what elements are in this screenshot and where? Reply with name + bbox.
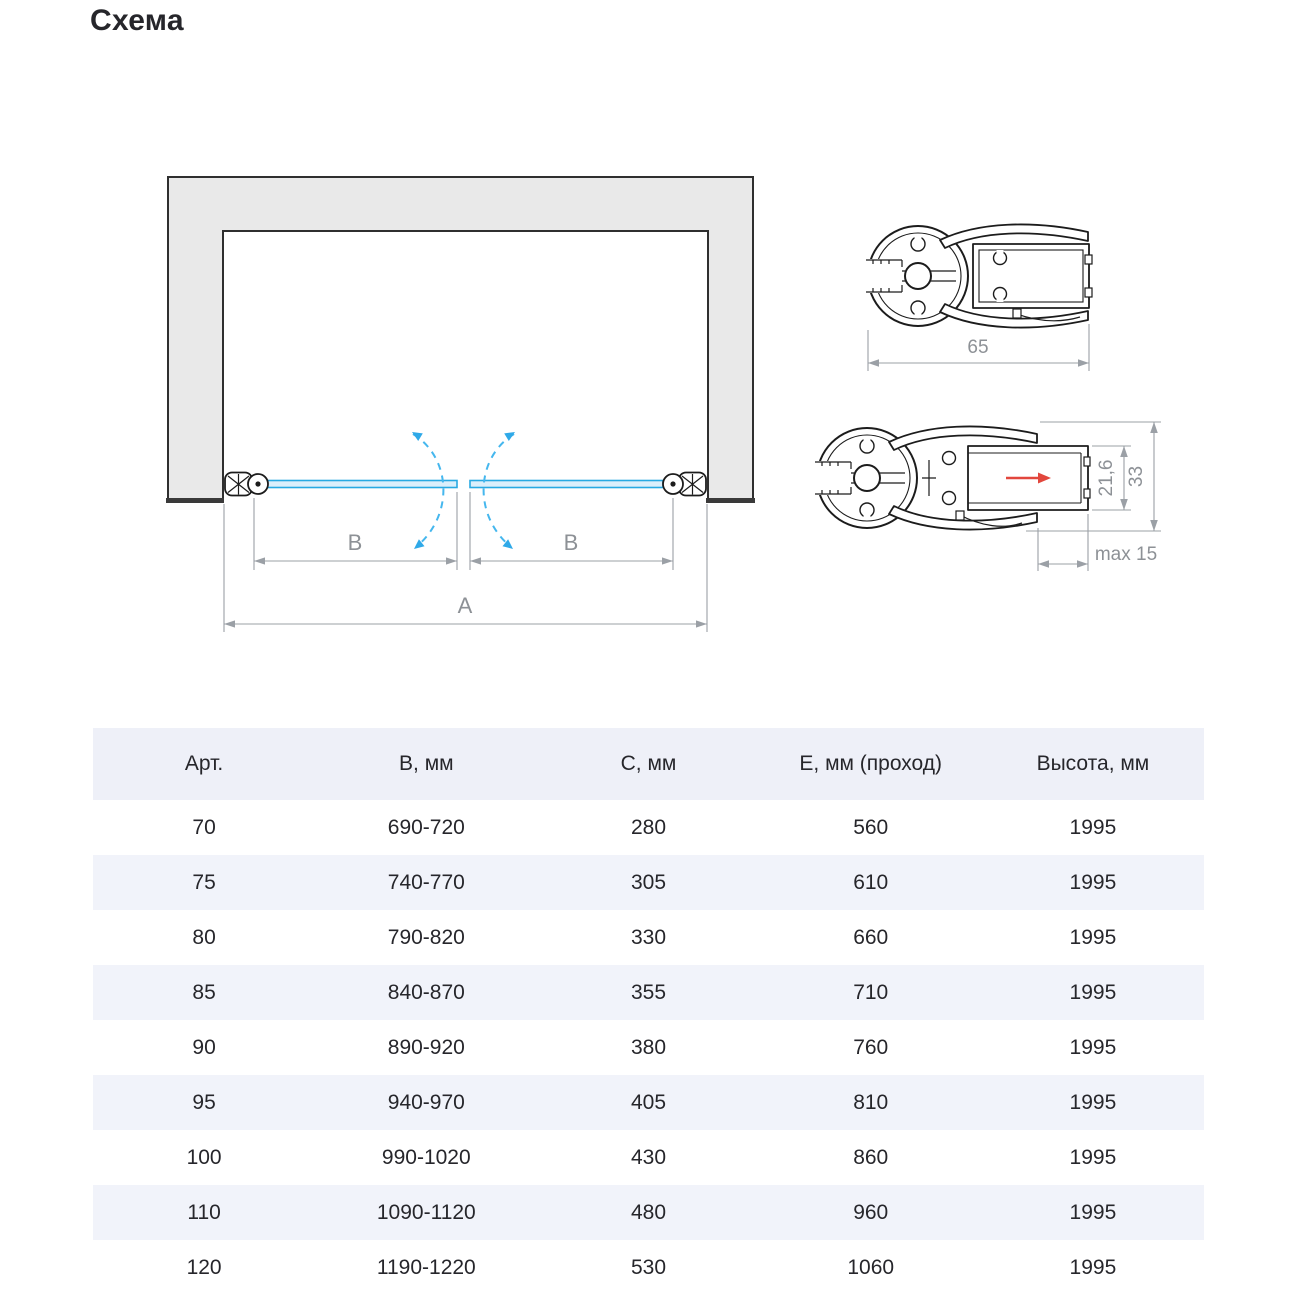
table-cell: 530 [630, 1255, 667, 1279]
table-row [93, 1130, 1204, 1185]
table-row [93, 800, 1204, 855]
table-cell: 120 [186, 1255, 222, 1279]
hinge-right [663, 473, 706, 496]
glass-door-right [470, 481, 663, 488]
table-cell: 480 [630, 1200, 667, 1224]
table-cell: 90 [192, 1035, 216, 1059]
table-cell: 810 [853, 1090, 889, 1114]
swing-arc-left [412, 432, 443, 549]
hinge-left [225, 473, 268, 496]
table-cell: 690-720 [387, 815, 465, 839]
glass-door-left [264, 481, 457, 488]
table-cell: 1995 [1069, 870, 1117, 894]
wall-cut-left [166, 498, 224, 503]
table-row [93, 855, 1204, 910]
table-header-cell: Арт. [184, 752, 224, 775]
table-header-cell: Е, мм (проход) [799, 752, 943, 775]
dim-slider-height-label: 21,6 [1096, 459, 1117, 497]
table-cell: 790-820 [387, 925, 465, 949]
table-row [93, 965, 1204, 1020]
table-cell: 960 [853, 1200, 889, 1224]
table-cell: 1190-1220 [376, 1255, 476, 1279]
table-cell: 990-1020 [381, 1145, 471, 1169]
table-cell: 1995 [1069, 980, 1117, 1004]
table-cell: 610 [853, 870, 889, 894]
table-row [93, 1020, 1204, 1075]
table-header-cell: С, мм [620, 752, 677, 775]
wall-cut-right [706, 498, 755, 503]
table-cell: 70 [192, 815, 216, 839]
dim-profile-height-label: 33 [1126, 465, 1147, 488]
table-cell: 1995 [1069, 1255, 1117, 1279]
table-cell: 280 [630, 815, 667, 839]
page-title: Схема [90, 4, 184, 37]
table-header-cell: Высота, мм [1036, 752, 1150, 775]
table-cell: 710 [853, 980, 889, 1004]
table-cell: 840-870 [387, 980, 465, 1004]
table-cell: 1995 [1069, 815, 1117, 839]
table-cell: 940-970 [387, 1090, 465, 1114]
table-cell: 80 [192, 925, 216, 949]
table-cell: 355 [630, 980, 667, 1004]
table-cell: 330 [630, 925, 667, 949]
table-header-cell: В, мм [399, 752, 454, 775]
table-cell: 95 [192, 1090, 216, 1114]
table-cell: 430 [630, 1145, 667, 1169]
table-cell: 760 [853, 1035, 889, 1059]
table-cell: 1995 [1069, 925, 1117, 949]
table-cell: 1995 [1069, 1145, 1117, 1169]
table-head [93, 728, 1204, 800]
table-cell: 1090-1120 [376, 1200, 476, 1224]
table-body [93, 800, 1204, 1290]
dim-profile-width-label: 65 [967, 337, 989, 358]
dim-b-right-label: B [563, 530, 579, 555]
dim-b-left-label: B [347, 530, 363, 555]
table-cell: 860 [853, 1145, 889, 1169]
table-row [93, 1185, 1204, 1240]
table-row [93, 1075, 1204, 1130]
dim-a-label: A [457, 593, 473, 618]
table-cell: 75 [192, 870, 216, 894]
table-cell: 1995 [1069, 1035, 1117, 1059]
table-cell: 1995 [1069, 1090, 1117, 1114]
table-cell: 405 [630, 1090, 667, 1114]
table-cell: 110 [187, 1200, 221, 1224]
table-cell: 380 [630, 1035, 667, 1059]
table-cell: 1995 [1069, 1200, 1117, 1224]
swing-arc-right [484, 432, 515, 549]
table-cell: 1060 [847, 1255, 895, 1279]
wall [168, 177, 753, 500]
table-cell: 660 [853, 925, 889, 949]
dim-max-extension-label: max 15 [1094, 544, 1158, 565]
table-cell: 560 [853, 815, 889, 839]
table-cell: 305 [630, 870, 667, 894]
table-cell: 890-920 [387, 1035, 465, 1059]
table-cell: 740-770 [387, 870, 465, 894]
table-cell: 100 [186, 1145, 222, 1169]
size-table [93, 728, 1204, 1290]
table-row [93, 1240, 1204, 1290]
table-cell: 85 [192, 980, 216, 1004]
table-row [93, 910, 1204, 965]
